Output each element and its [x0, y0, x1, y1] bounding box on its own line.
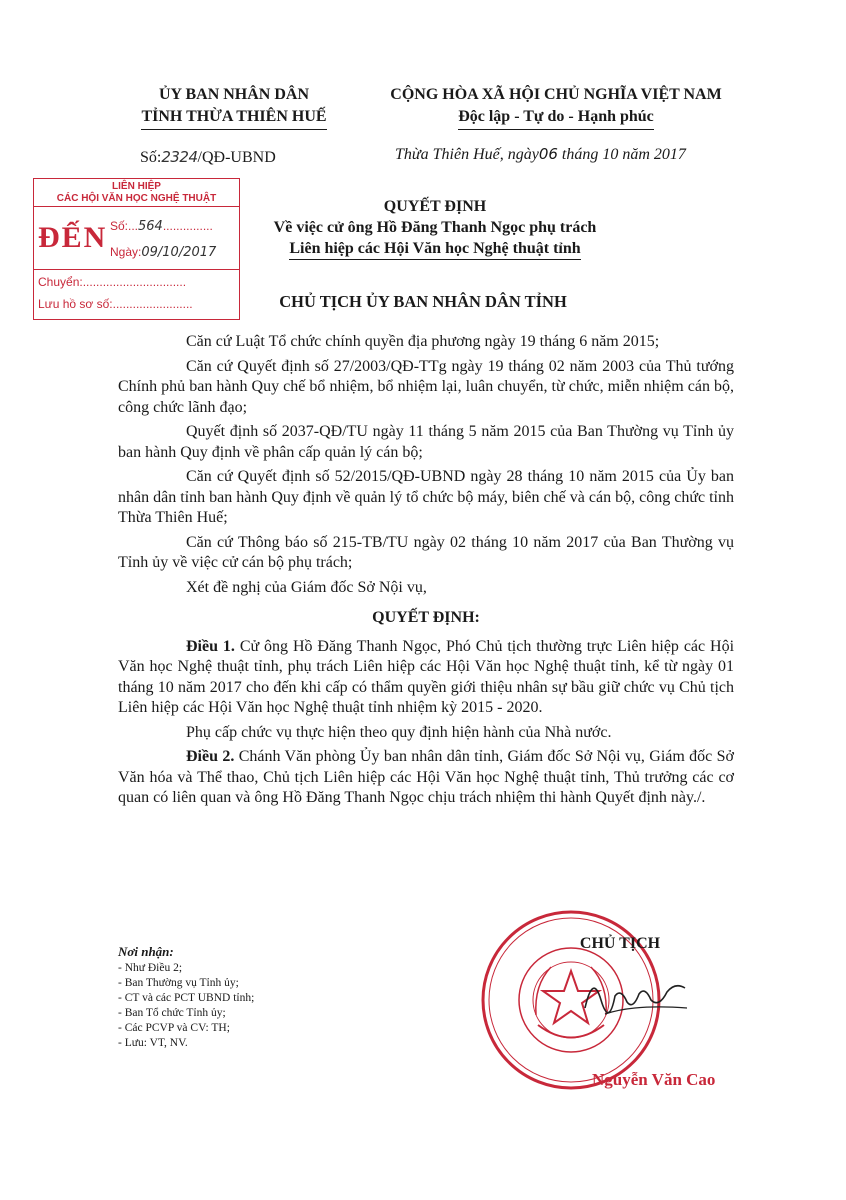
- signer-title: CHỦ TỊCH: [579, 935, 661, 952]
- stamp-forward-row: Chuyển:...............................: [38, 275, 187, 289]
- recipient-item: - Lưu: VT, NV.: [118, 1037, 188, 1049]
- recipient-item: - Ban Tổ chức Tỉnh ủy;: [118, 1007, 226, 1019]
- basis-paragraph-3: Quyết định số 2037-QĐ/TU ngày 11 tháng 5 năm 2015 của Ban Thường vụ Tỉnh ủy ban hành Quy định về phân cấp quản lý cán bộ;: [118, 423, 734, 461]
- basis-paragraph-2: Căn cứ Quyết định số 27/2003/QĐ-TTg ngày 19 tháng 02 năm 2003 của Thủ tướng Chính phủ ban hành Quy chế bổ nhiệm, bổ nhiệm lại, luân chuyển, từ chức, miễn nhiệm cán bộ, công chức lãnh đạo;: [118, 357, 734, 416]
- authority-heading: CHỦ TỊCH ỦY BAN NHÂN DÂN TỈNH: [279, 292, 567, 311]
- stamp-date-row: Ngày:09/10/2017: [110, 245, 217, 260]
- article-2-label: Điều 2.: [186, 748, 235, 765]
- article-2-text: Chánh Văn phòng Ủy ban nhân dân tỉnh, Giám đốc Sở Nội vụ, Giám đốc Sở Văn hóa và Thể thao, Chủ tịch Liên hiệp các Hội Văn học Nghệ thuật tỉnh, Thủ trưởng các cơ quan có liên quan và ông Hồ Đăng Thanh Ngọc chịu trách nhiệm thi hành Quyết định này./.: [118, 748, 735, 806]
- decision-body: [118, 332, 734, 813]
- issuer-line-2: TỈNH THỪA THIÊN HUẾ: [141, 106, 326, 130]
- decision-subject-line-1: Về việc cử ông Hồ Đăng Thanh Ngọc phụ trách: [273, 219, 597, 236]
- article-1-label: Điều 1.: [186, 637, 235, 655]
- recipient-item: - CT và các PCT UBND tỉnh;: [118, 992, 255, 1004]
- document-number-handwritten: 2324: [161, 148, 198, 166]
- recipient-item: - Như Điều 2;: [118, 962, 183, 974]
- issuer-line-1: ỦY BAN NHÂN DÂN: [158, 86, 310, 103]
- recipients-list: [118, 944, 378, 1051]
- issuer-block: [118, 84, 350, 130]
- issue-date-day: 06: [538, 145, 558, 163]
- stamp-number-value: 564: [138, 219, 163, 234]
- decision-subheading: QUYẾT ĐỊNH:: [372, 609, 480, 626]
- recipient-item: - Các PCVP và CV: TH;: [118, 1022, 230, 1034]
- decision-heading: QUYẾT ĐỊNH: [383, 198, 487, 215]
- recipient-item: - Ban Thường vụ Tỉnh ủy;: [118, 977, 239, 989]
- signature-icon: [575, 968, 695, 1028]
- stamp-archive-row: Lưu hồ sơ số:........................: [38, 297, 193, 311]
- allowance-paragraph: Phụ cấp chức vụ thực hiện theo quy định hiện hành của Nhà nước.: [186, 723, 612, 741]
- recipients-heading: Nơi nhận:: [118, 944, 174, 959]
- stamp-date-value: 09/10/2017: [141, 245, 217, 260]
- decision-title-block: [250, 196, 620, 260]
- basis-paragraph-5: Căn cứ Thông báo số 215-TB/TU ngày 02 tháng 10 năm 2017 của Ban Thường vụ Tỉnh ủy về việc cử cán bộ phụ trách;: [118, 533, 734, 571]
- national-motto: Độc lập - Tự do - Hạnh phúc: [458, 106, 654, 130]
- article-1-text: Cử ông Hồ Đăng Thanh Ngọc, Phó Chủ tịch thường trực Liên hiệp các Hội Văn học Nghệ thuật tỉnh, phụ trách Liên hiệp các Hội Văn học Nghệ thuật tỉnh, kể từ ngày 01 tháng 10 năm 2017 cho đến khi cấp có thẩm quyền giới thiệu nhân sự bầu giữ chức vụ Chủ tịch Liên hiệp các Hội Văn học Nghệ thuật tỉnh nhiệm kỳ 2015 - 2020.: [118, 637, 735, 716]
- stamp-number-row: Số:...564...............: [110, 219, 213, 234]
- basis-paragraph-6: Xét đề nghị của Giám đốc Sở Nội vụ,: [186, 578, 427, 596]
- basis-paragraph-4: Căn cứ Quyết định số 52/2015/QĐ-UBND ngày 28 tháng 10 năm 2015 của Ủy ban nhân dân tỉnh ban hành Quy định về quản lý tổ chức bộ máy, biên chế và cán bộ, công chức tỉnh Thừa Thiên Huế;: [118, 468, 734, 526]
- signer-name: Nguyễn Văn Cao: [592, 1070, 716, 1089]
- article-2: [118, 747, 734, 809]
- article-1: [118, 637, 734, 719]
- decision-subject-line-2: Liên hiệp các Hội Văn học Nghệ thuật tỉnh: [289, 238, 580, 260]
- nation-name: CỘNG HÒA XÃ HỘI CHỦ NGHĨA VIỆT NAM: [390, 86, 722, 103]
- basis-paragraph-1: Căn cứ Luật Tổ chức chính quyền địa phương ngày 19 tháng 6 năm 2015;: [186, 333, 660, 350]
- national-motto-block: [362, 84, 750, 130]
- stamp-org-line-2: CÁC HỘI VĂN HỌC NGHỆ THUẬT: [56, 193, 217, 204]
- stamp-received-label: ĐẾN: [38, 221, 108, 254]
- document-number: Số:2324/QĐ-UBND: [140, 148, 276, 166]
- stamp-org-line-1: LIÊN HIỆP: [112, 181, 161, 192]
- issue-date: Thừa Thiên Huế, ngày06 tháng 10 năm 2017: [395, 145, 686, 163]
